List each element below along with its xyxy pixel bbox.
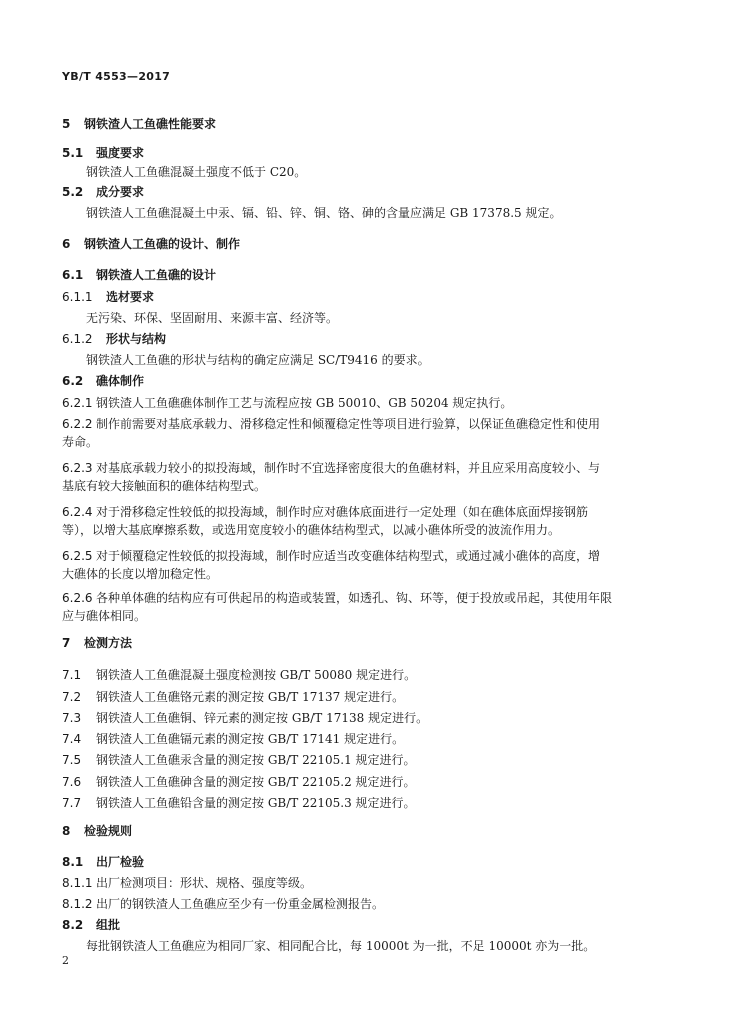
item-number: 7.5 bbox=[62, 753, 82, 767]
section-title: 成分要求 bbox=[96, 185, 145, 199]
section-5-1-heading bbox=[62, 144, 667, 162]
section-8-heading bbox=[62, 822, 667, 840]
section-title: 形状与结构 bbox=[106, 332, 167, 346]
section-6-1-heading bbox=[62, 266, 667, 284]
list-item bbox=[62, 688, 667, 706]
item-text: 钢铁渣人工鱼礁砷含量的测定按 GB/T 22105.2 规定进行。 bbox=[96, 775, 416, 789]
section-6-heading bbox=[62, 235, 667, 253]
item-number: 7.2 bbox=[62, 690, 82, 704]
section-6-2-1 bbox=[62, 394, 667, 412]
item-number: 7.1 bbox=[62, 668, 82, 682]
section-number: 7 bbox=[62, 636, 71, 650]
item-text: 钢铁渣人工鱼礁汞含量的测定按 GB/T 22105.1 规定进行。 bbox=[96, 753, 416, 767]
item-number: 7.3 bbox=[62, 711, 82, 725]
section-number: 5.1 bbox=[62, 146, 84, 160]
section-title: 钢铁渣人工鱼礁性能要求 bbox=[84, 117, 217, 131]
clause-number: 6.2.4 bbox=[62, 505, 93, 519]
section-5-heading bbox=[62, 115, 667, 133]
clause-number: 6.2.1 bbox=[62, 396, 93, 410]
item-text: 钢铁渣人工鱼礁混凝土强度检测按 GB/T 50080 规定进行。 bbox=[96, 668, 417, 682]
section-number: 6 bbox=[62, 237, 71, 251]
list-item bbox=[62, 730, 667, 748]
section-number: 6.1.1 bbox=[62, 290, 93, 304]
clause-number: 8.1.2 bbox=[62, 897, 93, 911]
clause-text: 钢铁渣人工鱼礁礁体制作工艺与流程应按 GB 50010、GB 50204 规定执行。 bbox=[96, 396, 513, 410]
clause-text: 对基底承载力较小的拟投海域，制作时不宜选择密度很大的鱼礁材料，并且应采用高度较小、与 bbox=[96, 461, 601, 475]
section-number: 5 bbox=[62, 117, 71, 131]
clause-text: 制作前需要对基底承载力、滑移稳定性和倾覆稳定性等项目进行验算，以保证鱼礁稳定性和使用 bbox=[96, 417, 601, 431]
section-8-1-heading bbox=[62, 853, 667, 871]
item-text: 钢铁渣人工鱼礁铬元素的测定按 GB/T 17137 规定进行。 bbox=[96, 690, 405, 704]
section-6-1-1-text: 无污染、环保、坚固耐用、来源丰富、经济等。 bbox=[86, 311, 339, 325]
section-title: 强度要求 bbox=[96, 146, 145, 160]
section-title: 选材要求 bbox=[106, 290, 155, 304]
clause-text-cont: 寿命。 bbox=[62, 435, 99, 449]
section-8-1-1 bbox=[62, 874, 667, 892]
standard-code: YB/T 4553—2017 bbox=[62, 70, 171, 83]
section-number: 5.2 bbox=[62, 185, 84, 199]
section-6-2-4 bbox=[62, 503, 667, 539]
clause-text-cont: 大礁体的长度以增加稳定性。 bbox=[62, 567, 219, 581]
section-5-2-heading bbox=[62, 183, 667, 201]
clause-text: 对于倾覆稳定性较低的拟投海域，制作时应适当改变礁体结构型式，或通过减小礁体的高度，增 bbox=[96, 549, 601, 563]
section-6-2-5 bbox=[62, 547, 667, 583]
clause-text: 对于滑移稳定性较低的拟投海域，制作时应对礁体底面进行一定处理（如在礁体底面焊接钢筋 bbox=[96, 505, 589, 519]
section-8-1-2 bbox=[62, 895, 667, 913]
section-title: 钢铁渣人工鱼礁的设计 bbox=[96, 268, 217, 282]
clause-text-cont: 应与礁体相同。 bbox=[62, 609, 147, 623]
section-6-1-2-text: 钢铁渣人工鱼礁的形状与结构的确定应满足 SC/T9416 的要求。 bbox=[86, 353, 430, 367]
section-number: 6.1 bbox=[62, 268, 84, 282]
section-6-2-3 bbox=[62, 459, 667, 495]
list-item bbox=[62, 666, 667, 684]
page-number: 2 bbox=[62, 954, 69, 967]
clause-number: 6.2.6 bbox=[62, 591, 93, 605]
item-number: 7.4 bbox=[62, 732, 82, 746]
item-text: 钢铁渣人工鱼礁镉元素的测定按 GB/T 17141 规定进行。 bbox=[96, 732, 405, 746]
item-number: 7.6 bbox=[62, 775, 82, 789]
section-number: 8.2 bbox=[62, 918, 84, 932]
section-6-1-2-heading bbox=[62, 330, 667, 348]
section-title: 检验规则 bbox=[84, 824, 133, 838]
section-number: 8.1 bbox=[62, 855, 84, 869]
clause-text-cont: 等），以增大基底摩擦系数，或选用宽度较小的礁体结构型式，以减小礁体所受的波流作用力。 bbox=[62, 523, 561, 537]
item-text: 钢铁渣人工鱼礁铜、锌元素的测定按 GB/T 17138 规定进行。 bbox=[96, 711, 429, 725]
section-6-2-heading bbox=[62, 372, 667, 390]
clause-text-cont: 基底有较大接触面积的礁体结构型式。 bbox=[62, 479, 267, 493]
clause-number: 6.2.2 bbox=[62, 417, 93, 431]
section-6-1-1-heading bbox=[62, 288, 667, 306]
section-5-2-text: 钢铁渣人工鱼礁混凝土中汞、镉、铅、锌、铜、铬、砷的含量应满足 GB 17378.5 规定。 bbox=[86, 206, 562, 220]
item-number: 7.7 bbox=[62, 796, 82, 810]
list-item bbox=[62, 794, 667, 812]
section-title: 组批 bbox=[96, 918, 121, 932]
section-title: 钢铁渣人工鱼礁的设计、制作 bbox=[84, 237, 241, 251]
clause-text: 各种单体礁的结构应有可供起吊的构造或装置，如透孔、钩、环等，便于投放或吊起，其使用年限 bbox=[96, 591, 613, 605]
section-number: 6.1.2 bbox=[62, 332, 93, 346]
list-item bbox=[62, 751, 667, 769]
section-8-2-heading bbox=[62, 916, 667, 934]
section-8-2-text: 每批钢铁渣人工鱼礁应为相同厂家、相同配合比，每 10000t 为一批，不足 10000t 亦为一批。 bbox=[86, 939, 596, 953]
clause-number: 6.2.3 bbox=[62, 461, 93, 475]
section-6-2-6 bbox=[62, 589, 667, 625]
list-item bbox=[62, 773, 667, 791]
clause-text: 出厂的钢铁渣人工鱼礁应至少有一份重金属检测报告。 bbox=[96, 897, 385, 911]
clause-text: 出厂检测项目：形状、规格、强度等级。 bbox=[96, 876, 313, 890]
section-title: 礁体制作 bbox=[96, 374, 145, 388]
clause-number: 6.2.5 bbox=[62, 549, 93, 563]
clause-number: 8.1.1 bbox=[62, 876, 93, 890]
section-title: 出厂检验 bbox=[96, 855, 145, 869]
section-5-1-text: 钢铁渣人工鱼礁混凝土强度不低于 C20。 bbox=[86, 165, 307, 179]
item-text: 钢铁渣人工鱼礁铅含量的测定按 GB/T 22105.3 规定进行。 bbox=[96, 796, 416, 810]
section-number: 6.2 bbox=[62, 374, 84, 388]
section-6-2-2 bbox=[62, 415, 667, 451]
section-number: 8 bbox=[62, 824, 71, 838]
section-title: 检测方法 bbox=[84, 636, 133, 650]
list-item bbox=[62, 709, 667, 727]
section-7-heading bbox=[62, 634, 667, 652]
